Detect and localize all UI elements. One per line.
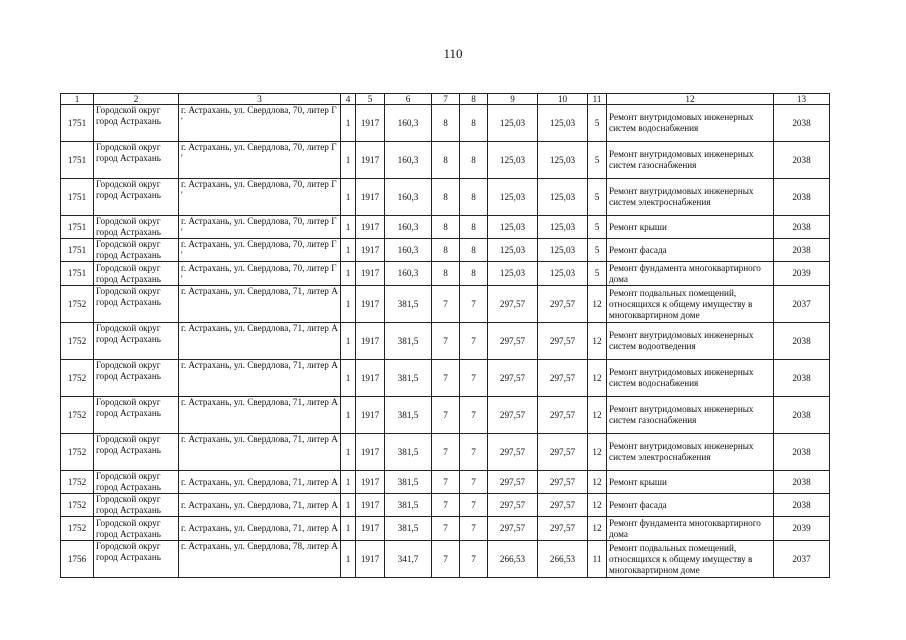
cell-num: 1751 (61, 105, 94, 142)
cell-year: 1917 (356, 471, 385, 494)
cell-floors: 5 (588, 142, 607, 179)
column-header-12: 12 (607, 94, 774, 105)
cell-year: 1917 (356, 216, 385, 239)
cell-units-residential: 7 (460, 397, 488, 434)
cell-repair-type: Ремонт фасада (607, 494, 774, 517)
cell-floors: 12 (588, 471, 607, 494)
capital-repair-table (60, 93, 830, 578)
cell-municipality: Городской округ город Астрахань (94, 262, 179, 286)
cell-area-living: 125,03 (488, 179, 538, 216)
cell-address: г. Астрахань, ул. Свердлова, 71, литер А (179, 517, 341, 541)
cell-municipality: Городской округ город Астрахань (94, 517, 179, 541)
cell-floors: 12 (588, 494, 607, 517)
cell-year: 1917 (356, 541, 385, 578)
cell-address: г. Астрахань, ул. Свердлова, 78, литер А (179, 541, 341, 578)
cell-municipality: Городской округ город Астрахань (94, 142, 179, 179)
cell-num: 1751 (61, 239, 94, 262)
cell-wall-material: 1 (341, 286, 356, 323)
cell-floors: 12 (588, 360, 607, 397)
cell-repair-type: Ремонт подвальных помещений, относящихся к общему имуществу в многоквартирном доме (607, 541, 774, 578)
cell-area: 381,5 (385, 323, 432, 360)
cell-units-residential: 8 (460, 239, 488, 262)
cell-floors: 12 (588, 323, 607, 360)
cell-wall-material: 1 (341, 360, 356, 397)
cell-area-living: 297,57 (488, 286, 538, 323)
cell-repair-year: 2038 (774, 179, 830, 216)
table-row (61, 239, 830, 262)
cell-address: г. Астрахань, ул. Свердлова, 71, литер А (179, 360, 341, 397)
cell-repair-type: Ремонт фундамента многоквартирного дома (607, 262, 774, 286)
cell-municipality: Городской округ город Астрахань (94, 541, 179, 578)
cell-municipality: Городской округ город Астрахань (94, 216, 179, 239)
cell-area-living: 266,53 (488, 541, 538, 578)
cell-wall-material: 1 (341, 179, 356, 216)
cell-area-total: 125,03 (538, 142, 588, 179)
cell-wall-material: 1 (341, 541, 356, 578)
column-header-13: 13 (774, 94, 830, 105)
cell-repair-type: Ремонт крыши (607, 216, 774, 239)
cell-year: 1917 (356, 397, 385, 434)
cell-area-total: 125,03 (538, 179, 588, 216)
cell-area-total: 266,53 (538, 541, 588, 578)
cell-year: 1917 (356, 105, 385, 142)
cell-units-residential: 8 (460, 142, 488, 179)
cell-repair-type: Ремонт крыши (607, 471, 774, 494)
cell-repair-year: 2038 (774, 494, 830, 517)
cell-area-living: 297,57 (488, 323, 538, 360)
table-row (61, 286, 830, 323)
cell-units-residential: 8 (460, 179, 488, 216)
page-number: 110 (443, 46, 463, 61)
cell-area-living: 125,03 (488, 216, 538, 239)
cell-area-total: 297,57 (538, 397, 588, 434)
cell-repair-year: 2039 (774, 517, 830, 541)
cell-area-living: 297,57 (488, 517, 538, 541)
cell-num: 1752 (61, 471, 94, 494)
cell-area-total: 297,57 (538, 323, 588, 360)
cell-address: г. Астрахань, ул. Свердлова, 71, литер А (179, 323, 341, 360)
cell-area-living: 297,57 (488, 471, 538, 494)
cell-area: 381,5 (385, 434, 432, 471)
column-header-2: 2 (94, 94, 179, 105)
cell-repair-year: 2038 (774, 105, 830, 142)
cell-address: г. Астрахань, ул. Свердлова, 71, литер А (179, 286, 341, 323)
cell-year: 1917 (356, 142, 385, 179)
cell-year: 1917 (356, 239, 385, 262)
cell-year: 1917 (356, 262, 385, 286)
cell-units-residential: 7 (460, 541, 488, 578)
cell-repair-type: Ремонт фасада (607, 239, 774, 262)
cell-area-living: 125,03 (488, 239, 538, 262)
cell-area-total: 125,03 (538, 105, 588, 142)
cell-repair-type: Ремонт внутридомовых инженерных систем газоснабжения (607, 397, 774, 434)
cell-num: 1752 (61, 517, 94, 541)
column-header-6: 6 (385, 94, 432, 105)
cell-repair-type: Ремонт внутридомовых инженерных систем водоснабжения (607, 105, 774, 142)
cell-area: 160,3 (385, 262, 432, 286)
cell-floors: 12 (588, 434, 607, 471)
cell-area-total: 297,57 (538, 517, 588, 541)
cell-repair-year: 2039 (774, 262, 830, 286)
cell-repair-year: 2038 (774, 323, 830, 360)
cell-area-total: 125,03 (538, 216, 588, 239)
cell-units-total: 7 (432, 494, 460, 517)
cell-units-total: 7 (432, 434, 460, 471)
cell-year: 1917 (356, 360, 385, 397)
cell-units-total: 8 (432, 216, 460, 239)
cell-address: г. Астрахань, ул. Свердлова, 71, литер А (179, 434, 341, 471)
cell-units-total: 7 (432, 323, 460, 360)
cell-area-living: 297,57 (488, 360, 538, 397)
column-header-4: 4 (341, 94, 356, 105)
cell-repair-year: 2038 (774, 471, 830, 494)
cell-area-living: 297,57 (488, 397, 538, 434)
cell-municipality: Городской округ город Астрахань (94, 179, 179, 216)
cell-repair-year: 2038 (774, 360, 830, 397)
table-row (61, 179, 830, 216)
column-header-3: 3 (179, 94, 341, 105)
cell-floors: 12 (588, 397, 607, 434)
cell-municipality: Городской округ город Астрахань (94, 494, 179, 517)
cell-wall-material: 1 (341, 323, 356, 360)
cell-area-living: 297,57 (488, 434, 538, 471)
cell-units-residential: 7 (460, 360, 488, 397)
table-row (61, 142, 830, 179)
cell-wall-material: 1 (341, 471, 356, 494)
cell-area-total: 297,57 (538, 471, 588, 494)
cell-area: 160,3 (385, 239, 432, 262)
cell-floors: 5 (588, 179, 607, 216)
cell-year: 1917 (356, 179, 385, 216)
column-header-5: 5 (356, 94, 385, 105)
cell-area: 381,5 (385, 471, 432, 494)
cell-units-total: 8 (432, 262, 460, 286)
cell-num: 1751 (61, 262, 94, 286)
cell-address: г. Астрахань, ул. Свердлова, 71, литер А (179, 397, 341, 434)
cell-repair-type: Ремонт фундамента многоквартирного дома (607, 517, 774, 541)
cell-repair-type: Ремонт внутридомовых инженерных систем электроснабжения (607, 179, 774, 216)
cell-municipality: Городской округ город Астрахань (94, 323, 179, 360)
cell-floors: 12 (588, 286, 607, 323)
cell-area-living: 125,03 (488, 262, 538, 286)
cell-area-total: 125,03 (538, 262, 588, 286)
cell-units-total: 8 (432, 239, 460, 262)
column-header-8: 8 (460, 94, 488, 105)
cell-wall-material: 1 (341, 517, 356, 541)
cell-num: 1752 (61, 397, 94, 434)
cell-units-residential: 8 (460, 105, 488, 142)
table-row (61, 494, 830, 517)
cell-municipality: Городской округ город Астрахань (94, 239, 179, 262)
table-row (61, 541, 830, 578)
column-header-11: 11 (588, 94, 607, 105)
cell-units-residential: 7 (460, 494, 488, 517)
column-header-7: 7 (432, 94, 460, 105)
cell-repair-type: Ремонт внутридомовых инженерных систем газоснабжения (607, 142, 774, 179)
cell-units-residential: 8 (460, 216, 488, 239)
cell-repair-year: 2037 (774, 541, 830, 578)
cell-area: 381,5 (385, 517, 432, 541)
cell-units-total: 7 (432, 517, 460, 541)
cell-address: г. Астрахань, ул. Свердлова, 70, литер Г ' (179, 216, 341, 239)
cell-units-total: 8 (432, 105, 460, 142)
cell-area-total: 125,03 (538, 239, 588, 262)
cell-year: 1917 (356, 323, 385, 360)
cell-area-total: 297,57 (538, 494, 588, 517)
cell-address: г. Астрахань, ул. Свердлова, 71, литер А (179, 494, 341, 517)
cell-num: 1752 (61, 360, 94, 397)
table-row (61, 397, 830, 434)
cell-num: 1752 (61, 286, 94, 323)
cell-num: 1752 (61, 323, 94, 360)
cell-floors: 11 (588, 541, 607, 578)
header-row (61, 94, 830, 105)
cell-wall-material: 1 (341, 216, 356, 239)
cell-wall-material: 1 (341, 397, 356, 434)
cell-wall-material: 1 (341, 105, 356, 142)
cell-municipality: Городской округ город Астрахань (94, 105, 179, 142)
cell-num: 1756 (61, 541, 94, 578)
cell-repair-year: 2038 (774, 142, 830, 179)
cell-area-living: 297,57 (488, 494, 538, 517)
cell-municipality: Городской округ город Астрахань (94, 471, 179, 494)
cell-year: 1917 (356, 286, 385, 323)
cell-repair-type: Ремонт внутридомовых инженерных систем электроснабжения (607, 434, 774, 471)
table-row (61, 517, 830, 541)
cell-units-residential: 7 (460, 517, 488, 541)
cell-repair-year: 2038 (774, 397, 830, 434)
cell-year: 1917 (356, 517, 385, 541)
cell-area-total: 297,57 (538, 434, 588, 471)
cell-wall-material: 1 (341, 239, 356, 262)
column-header-9: 9 (488, 94, 538, 105)
cell-units-total: 7 (432, 471, 460, 494)
cell-area: 381,5 (385, 494, 432, 517)
cell-area: 160,3 (385, 142, 432, 179)
cell-units-residential: 7 (460, 323, 488, 360)
cell-repair-year: 2037 (774, 286, 830, 323)
cell-units-total: 8 (432, 179, 460, 216)
cell-address: г. Астрахань, ул. Свердлова, 70, литер Г ' (179, 239, 341, 262)
cell-repair-type: Ремонт внутридомовых инженерных систем водоотведения (607, 323, 774, 360)
cell-num: 1751 (61, 179, 94, 216)
cell-area-living: 125,03 (488, 105, 538, 142)
cell-units-total: 7 (432, 360, 460, 397)
cell-address: г. Астрахань, ул. Свердлова, 71, литер А (179, 471, 341, 494)
column-header-10: 10 (538, 94, 588, 105)
cell-area: 160,3 (385, 216, 432, 239)
column-header-1: 1 (61, 94, 94, 105)
cell-wall-material: 1 (341, 142, 356, 179)
cell-wall-material: 1 (341, 434, 356, 471)
cell-repair-year: 2038 (774, 239, 830, 262)
cell-address: г. Астрахань, ул. Свердлова, 70, литер Г ' (179, 262, 341, 286)
cell-area: 160,3 (385, 105, 432, 142)
cell-units-residential: 7 (460, 434, 488, 471)
cell-floors: 5 (588, 105, 607, 142)
cell-repair-type: Ремонт подвальных помещений, относящихся к общему имуществу в многоквартирном доме (607, 286, 774, 323)
cell-wall-material: 1 (341, 262, 356, 286)
cell-area: 341,7 (385, 541, 432, 578)
cell-area: 381,5 (385, 360, 432, 397)
cell-municipality: Городской округ город Астрахань (94, 434, 179, 471)
cell-area-living: 125,03 (488, 142, 538, 179)
table-row (61, 105, 830, 142)
cell-address: г. Астрахань, ул. Свердлова, 70, литер Г ' (179, 142, 341, 179)
cell-wall-material: 1 (341, 494, 356, 517)
cell-repair-type: Ремонт внутридомовых инженерных систем водоснабжения (607, 360, 774, 397)
cell-units-residential: 7 (460, 471, 488, 494)
table-row (61, 323, 830, 360)
cell-area: 381,5 (385, 397, 432, 434)
cell-units-total: 8 (432, 142, 460, 179)
cell-area: 160,3 (385, 179, 432, 216)
cell-num: 1752 (61, 434, 94, 471)
cell-address: г. Астрахань, ул. Свердлова, 70, литер Г ' (179, 105, 341, 142)
cell-area-total: 297,57 (538, 286, 588, 323)
cell-num: 1751 (61, 142, 94, 179)
cell-municipality: Городской округ город Астрахань (94, 397, 179, 434)
table-row (61, 216, 830, 239)
table-row (61, 471, 830, 494)
cell-repair-year: 2038 (774, 216, 830, 239)
cell-units-total: 7 (432, 541, 460, 578)
cell-num: 1751 (61, 216, 94, 239)
cell-municipality: Городской округ город Астрахань (94, 360, 179, 397)
table-row (61, 434, 830, 471)
cell-area: 381,5 (385, 286, 432, 323)
cell-area-total: 297,57 (538, 360, 588, 397)
cell-address: г. Астрахань, ул. Свердлова, 70, литер Г ' (179, 179, 341, 216)
cell-num: 1752 (61, 494, 94, 517)
cell-municipality: Городской округ город Астрахань (94, 286, 179, 323)
cell-units-total: 7 (432, 397, 460, 434)
cell-units-residential: 7 (460, 286, 488, 323)
cell-floors: 12 (588, 517, 607, 541)
cell-year: 1917 (356, 434, 385, 471)
cell-floors: 5 (588, 262, 607, 286)
cell-floors: 5 (588, 216, 607, 239)
cell-year: 1917 (356, 494, 385, 517)
cell-units-total: 7 (432, 286, 460, 323)
cell-repair-year: 2038 (774, 434, 830, 471)
cell-units-residential: 8 (460, 262, 488, 286)
table-row (61, 360, 830, 397)
table-row (61, 262, 830, 286)
cell-floors: 5 (588, 239, 607, 262)
